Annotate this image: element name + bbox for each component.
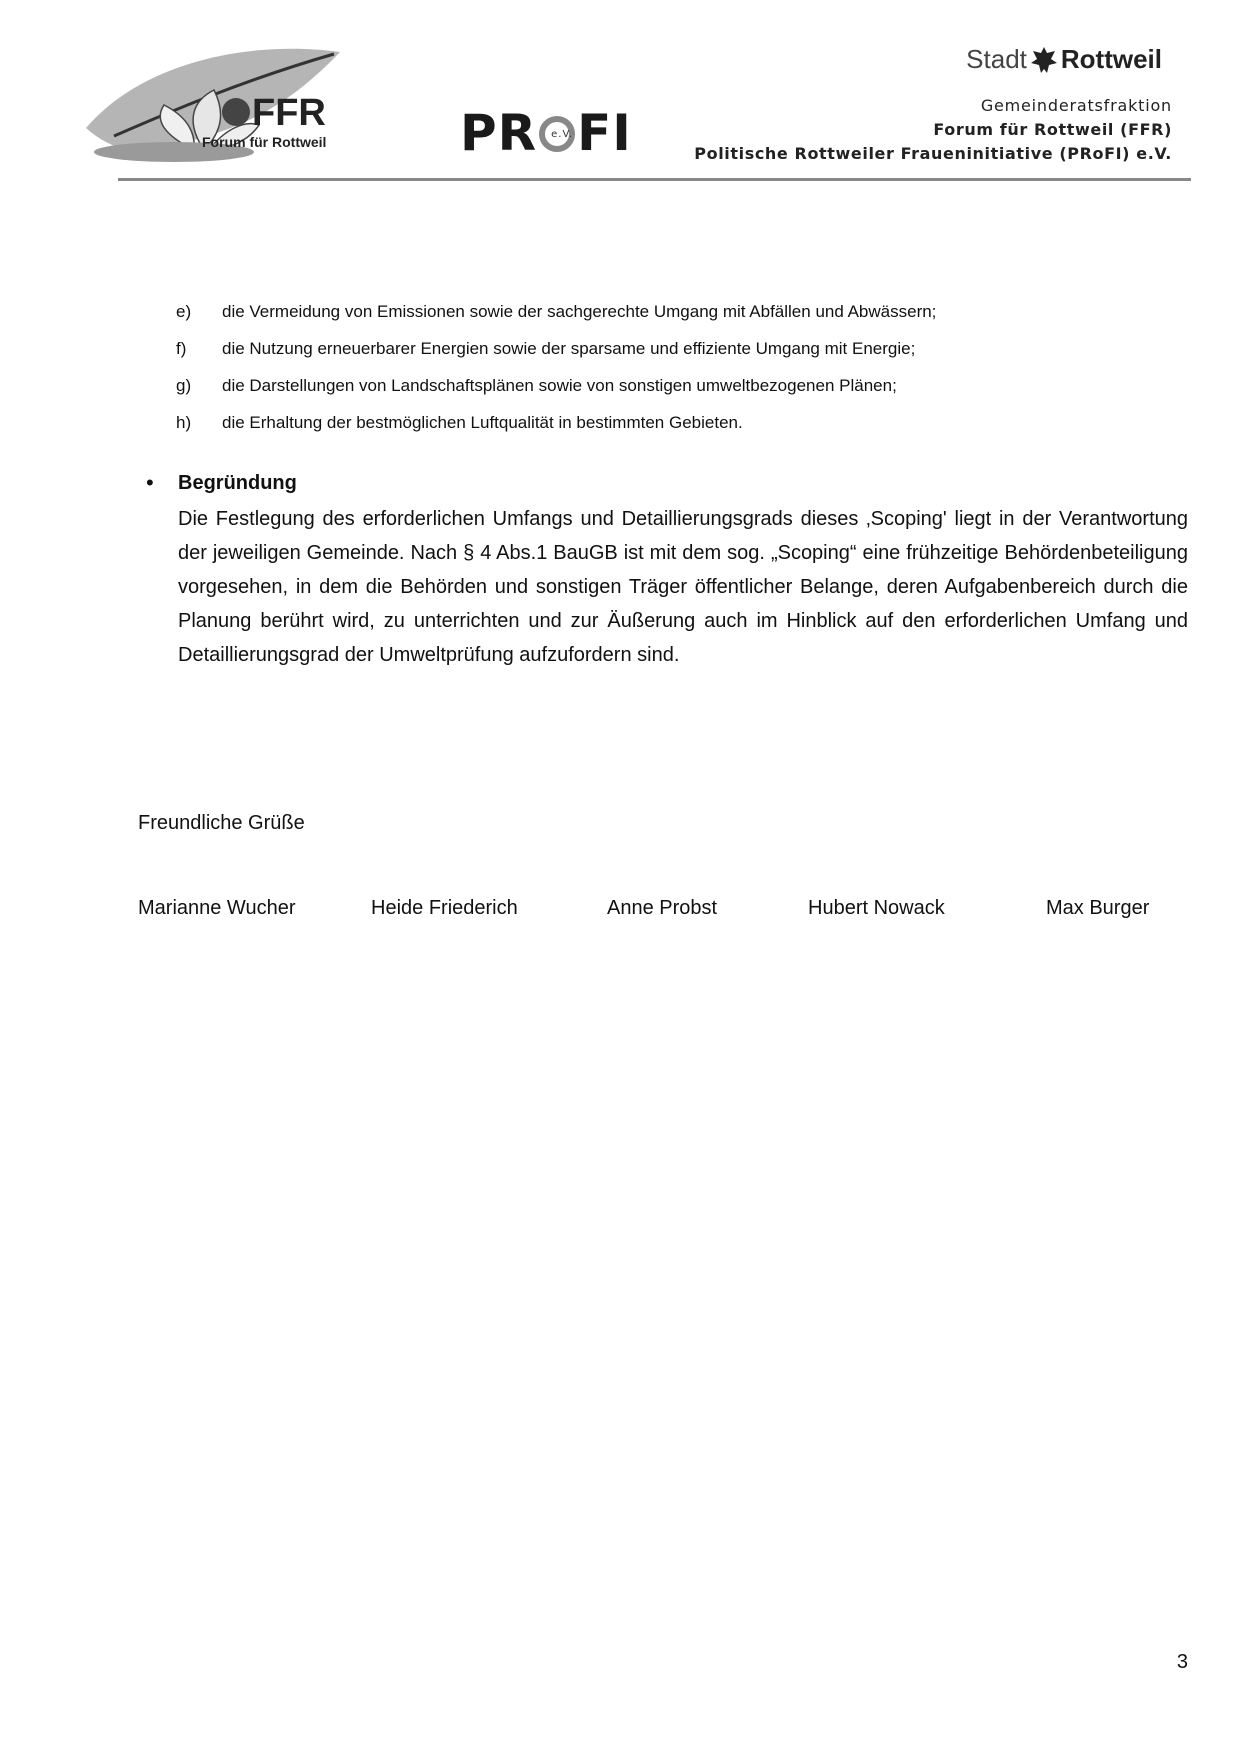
eagle-crest-icon (1031, 45, 1057, 75)
section-body: Die Festlegung des erforderlichen Umfangs und Detaillierungsgrads dieses ‚Scoping' liegt in der Verantwortung der jeweiligen Gemeinde. Nach § 4 Abs.1 BauGB ist mit dem sog. „Scoping“ eine frühzeitige Behördenbeteiligung vorgesehen, in dem die Behörden und sonstigen Träger öffentlicher Belange, deren Aufgabenbereich durch die Planung berührt wird, zu unterrichten und zur Äußerung auch im Hinblick auf den erforderlichen Umfang und Detaillierungsgrad der Umweltprüfung aufzufordern sind. (178, 508, 1188, 666)
greeting: Freundliche Grüße (138, 812, 305, 834)
profi-logo-o-icon (539, 116, 575, 152)
list-item-text: die Vermeidung von Emissionen sowie der sachgerechte Umgang mit Abfällen und Abwässern; (222, 302, 937, 321)
list-item-letter: f) (176, 339, 187, 358)
city-logo-name: Rottweil (1060, 44, 1162, 74)
header-line-ffr: Forum für Rottweil (FFR) (933, 120, 1172, 139)
profi-logo-left: PR (460, 104, 538, 162)
signer-name: Hubert Nowack (808, 897, 945, 919)
list-item-letter: e) (176, 302, 192, 321)
profi-logo (460, 104, 632, 162)
city-logo (966, 44, 1162, 75)
header-line-profi: Politische Rottweiler Fraueninitiative (PRoFI) e.V. (694, 144, 1172, 163)
ffr-logo (84, 40, 384, 170)
bullet-icon: • (146, 470, 154, 495)
list-item-letter: g) (176, 376, 192, 395)
city-logo-prefix: Stadt (966, 44, 1027, 74)
page-number: 3 (1176, 1651, 1188, 1673)
signer-name: Anne Probst (607, 897, 718, 919)
ffr-logo-text: FFR (252, 92, 326, 134)
signer-name: Max Burger (1046, 897, 1150, 919)
header-divider (118, 178, 1191, 181)
list-item-text: die Darstellungen von Landschaftsplänen sowie von sonstigen umweltbezogenen Plänen; (222, 376, 897, 395)
ffr-logo-subtitle: Forum für Rottweil (202, 134, 327, 150)
list-item-text: die Nutzung erneuerbarer Energien sowie der sparsame und effiziente Umgang mit Energie; (222, 339, 916, 358)
signer-name: Heide Friederich (371, 897, 518, 919)
profi-logo-ev: e.V. (551, 129, 574, 140)
profi-logo-right: FI (577, 104, 632, 162)
leaf-logo-icon (84, 40, 384, 170)
header-line-faction: Gemeinderatsfraktion (980, 96, 1172, 115)
list-item-text: die Erhaltung der bestmöglichen Luftqualität in bestimmten Gebieten. (222, 413, 743, 432)
signer-name: Marianne Wucher (138, 897, 296, 919)
section-heading: Begründung (178, 472, 297, 494)
list-item-letter: h) (176, 413, 192, 432)
header-lines (694, 94, 1172, 166)
